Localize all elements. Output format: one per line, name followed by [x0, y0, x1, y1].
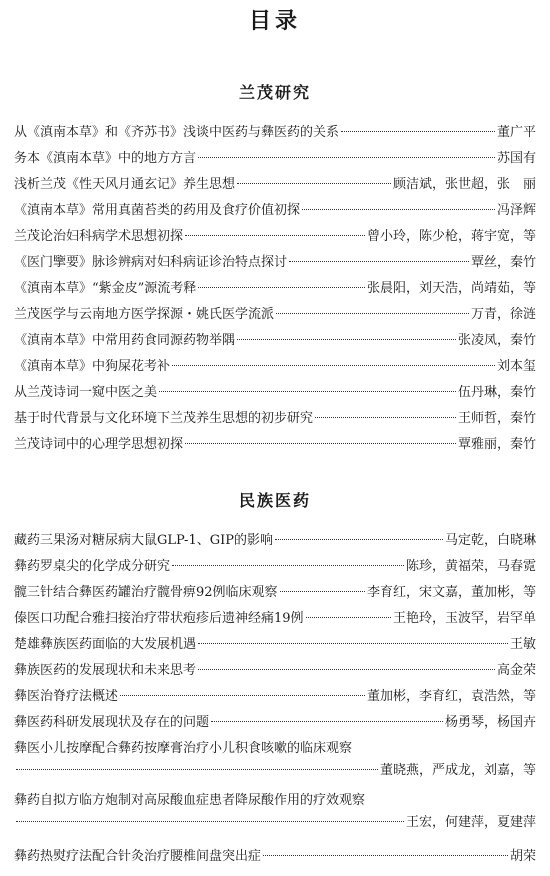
entry-authors: 王艳玲，玉波罕，岩罕单 — [392, 611, 536, 626]
toc-entry[interactable] — [14, 712, 536, 734]
toc-entry[interactable] — [14, 278, 536, 300]
entry-authors: 陈珍，黄福荣，马春霓 — [405, 559, 536, 574]
leader-dots — [302, 209, 495, 210]
leader-dots — [172, 565, 404, 566]
entry-authors: 王敏 — [509, 637, 536, 652]
leader-dots — [198, 669, 495, 670]
leader-dots — [315, 417, 456, 418]
entry-authors: 曾小玲，陈少枪，蒋宇宽，等 — [366, 229, 536, 244]
entry-title: 彝医小儿按摩配合彝药按摩膏治疗小儿积食咳嗽的临床观察 — [14, 741, 353, 756]
leader-dots — [185, 443, 456, 444]
entry-title: 傣医口功配合雅扫接治疗带状疱疹后遗神经痛19例 — [14, 611, 304, 626]
leader-dots — [211, 721, 443, 722]
leader-dots — [159, 391, 456, 392]
toc-entry[interactable] — [14, 200, 536, 222]
entry-title: 基于时代背景与文化环境下兰茂养生思想的初步研究 — [14, 411, 314, 426]
leader-dots — [276, 313, 469, 314]
toc-entry[interactable] — [14, 252, 536, 274]
toc-entry[interactable] — [14, 686, 536, 708]
entry-title: 《滇南本草》中常用药食同源药物举隅 — [14, 333, 236, 348]
leader-dots — [341, 131, 495, 132]
entry-authors: 张凌凤，秦竹 — [457, 333, 536, 348]
entry-authors: 胡荣 — [509, 849, 536, 864]
toc-entry[interactable] — [14, 634, 536, 656]
toc-entry[interactable] — [14, 356, 536, 378]
entry-title: 浅析兰茂《性天风月通玄记》养生思想 — [14, 177, 236, 192]
leader-dots — [263, 855, 508, 856]
entry-title: 兰茂论治妇科病学术思想初探 — [14, 229, 184, 244]
entry-authors: 董晓燕，严成龙，刘嘉，等 — [379, 763, 536, 778]
leader-dots — [16, 769, 378, 770]
toc-entry[interactable] — [14, 434, 536, 456]
leader-dots — [306, 617, 391, 618]
toc-entry[interactable] — [14, 122, 536, 144]
leader-dots — [198, 643, 508, 644]
leader-dots — [198, 287, 365, 288]
toc-entry[interactable] — [14, 738, 536, 782]
entry-authors: 马定乾，白晓琳 — [444, 533, 536, 548]
entry-authors: 王师哲，秦竹 — [457, 411, 536, 426]
entry-authors: 顾洁斌，张世超，张 丽 — [392, 177, 536, 192]
leader-dots — [16, 821, 404, 822]
toc-entry[interactable] — [14, 304, 536, 326]
entry-title: 彝药罗桌尖的化学成分研究 — [14, 559, 171, 574]
leader-dots — [198, 157, 495, 158]
entry-title: 彝药热熨疗法配合针灸治疗腰椎间盘突出症 — [14, 849, 262, 864]
entry-title: 藏药三果汤对糖尿病大鼠GLP-1、GIP的影响 — [14, 533, 273, 548]
entry-title: 楚雄彝族医药面临的大发展机遇 — [14, 637, 197, 652]
entry-title: 务本《滇南本草》中的地方方言 — [14, 151, 197, 166]
leader-dots — [289, 261, 469, 262]
toc-entry[interactable] — [14, 408, 536, 430]
leader-dots — [172, 365, 495, 366]
entry-title: 《滇南本草》中狗屎花考补 — [14, 359, 171, 374]
entry-title: 《滇南本草》“紫金皮”源流考释 — [14, 281, 197, 296]
entry-authors: 杨勇琴，杨国卉 — [444, 715, 536, 730]
toc-entry[interactable] — [14, 530, 536, 552]
toc-entry[interactable] — [14, 608, 536, 630]
entry-title: 从兰茂诗词一窥中医之美 — [14, 385, 158, 400]
entry-authors: 董广平 — [496, 125, 536, 140]
entry-title: 《医门擥要》脉诊辨病对妇科病证诊治特点探讨 — [14, 255, 288, 270]
entry-title: 彝医治脊疗法概述 — [14, 689, 119, 704]
entry-title: 彝族医药的发展现状和未来思考 — [14, 663, 197, 678]
entry-title: 兰茂诗词中的心理学思想初探 — [14, 437, 184, 452]
entry-title: 从《滇南本草》和《齐苏书》浅谈中医药与彝医药的关系 — [14, 125, 340, 140]
entry-title: 兰茂医学与云南地方医学探源・姚氏医学流派 — [14, 307, 275, 322]
entry-authors: 覃丝，秦竹 — [470, 255, 536, 270]
section-heading: 兰茂研究 — [238, 83, 311, 102]
toc-entry[interactable] — [14, 382, 536, 404]
toc-entry[interactable] — [14, 660, 536, 682]
entry-title: 髋三针结合彝医药罐治疗髋骨痹92例临床观察 — [14, 585, 278, 600]
toc-entry[interactable] — [14, 846, 536, 868]
entry-title: 《滇南本草》常用真菌苔类的药用及食疗价值初探 — [14, 203, 301, 218]
toc-entry[interactable] — [14, 330, 536, 352]
toc-entry[interactable] — [14, 174, 536, 196]
entry-authors: 苏国有 — [496, 151, 536, 166]
page-title: 目录 — [248, 9, 301, 34]
entry-authors: 董加彬，李育红，袁浩然，等 — [366, 689, 536, 704]
leader-dots — [280, 591, 365, 592]
entry-title: 彝药自拟方临方炮制对高尿酸血症患者降尿酸作用的疗效观察 — [14, 793, 366, 808]
toc-entry[interactable] — [14, 226, 536, 248]
section-heading: 民族医药 — [238, 491, 311, 510]
toc-entry[interactable] — [14, 790, 536, 834]
entry-authors: 万青，徐涟 — [470, 307, 536, 322]
entry-authors: 王宏，何建萍，夏建萍 — [405, 815, 536, 830]
entry-authors: 张晨阳，刘天浩，尚靖茹，等 — [366, 281, 536, 296]
entry-title: 彝医药科研发展现状及存在的问题 — [14, 715, 210, 730]
toc-entry[interactable] — [14, 582, 536, 604]
leader-dots — [275, 539, 443, 540]
entry-authors: 覃雅丽，秦竹 — [457, 437, 536, 452]
entry-authors: 李育红，宋文嘉，董加彬，等 — [366, 585, 536, 600]
leader-dots — [185, 235, 365, 236]
leader-dots — [237, 183, 391, 184]
leader-dots — [120, 695, 365, 696]
entry-authors: 伍丹琳，秦竹 — [457, 385, 536, 400]
entry-authors: 高金荣 — [496, 663, 536, 678]
toc-entry[interactable] — [14, 148, 536, 170]
toc-entry[interactable] — [14, 556, 536, 578]
leader-dots — [237, 339, 456, 340]
entry-authors: 刘本玺 — [496, 359, 536, 374]
entry-authors: 冯泽辉 — [496, 203, 536, 218]
